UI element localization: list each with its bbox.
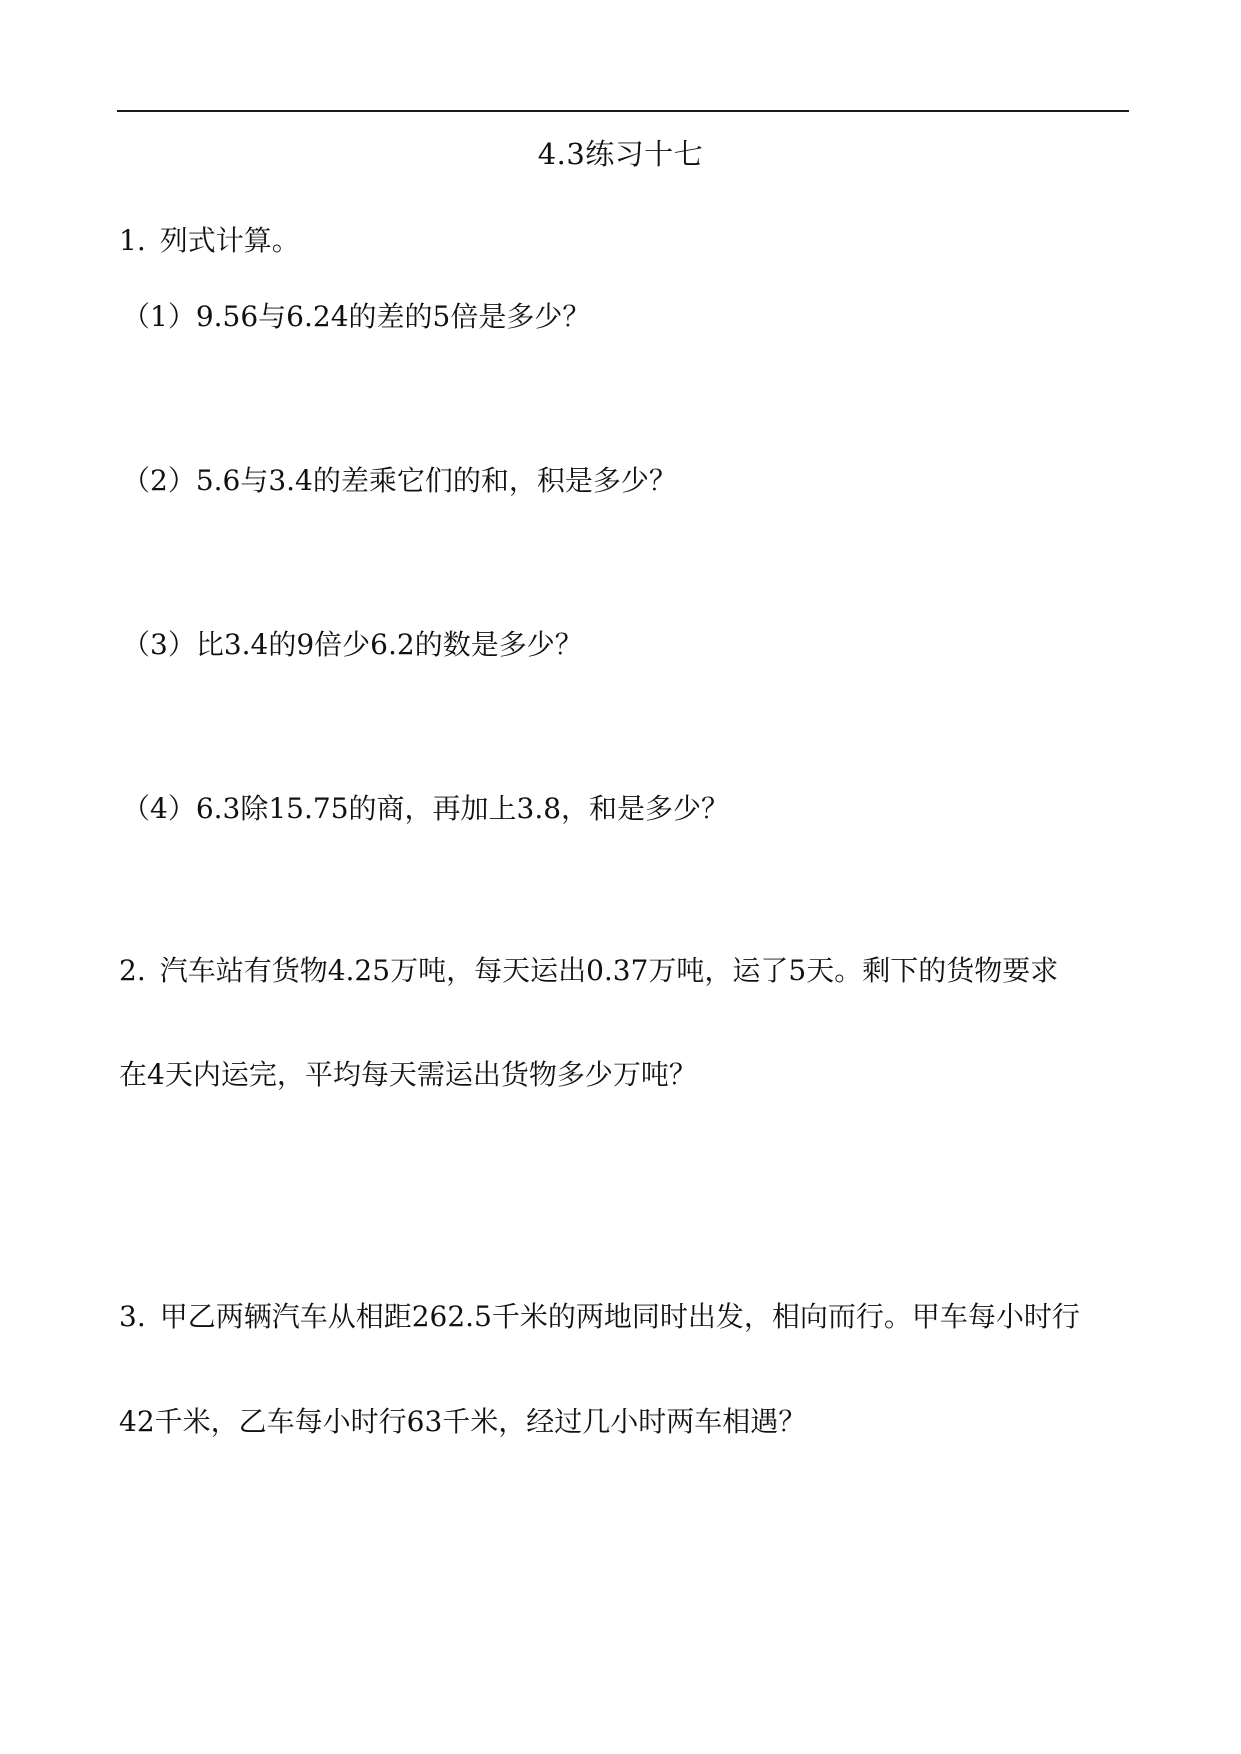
- question-1-2: （2）5.6与3.4的差乘它们的和，积是多少？: [122, 464, 677, 497]
- section-1-heading: 列式计算。: [159, 224, 300, 257]
- section-1-heading-line: [119, 221, 300, 261]
- header-rule: [117, 110, 1129, 112]
- section-1-number: 1.: [119, 224, 146, 257]
- section-3-number: 3.: [119, 1300, 146, 1333]
- question-1-3: （3）比3.4的9倍少6.2的数是多少？: [122, 628, 583, 661]
- section-2-text-1: 汽车站有货物4.25万吨，每天运出0.37万吨，运了5天。剩下的货物要求: [159, 954, 1059, 987]
- question-1-1: （1）9.56与6.24的差的5倍是多少？: [122, 300, 591, 333]
- section-2-number: 2.: [119, 954, 146, 987]
- section-3-line-1: [119, 1297, 1080, 1337]
- section-3-text-1: 甲乙两辆汽车从相距262.5千米的两地同时出发，相向而行。甲车每小时行: [159, 1300, 1080, 1333]
- question-1-4: （4）6.3除15.75的商，再加上3.8，和是多少？: [122, 792, 730, 825]
- section-3-text-2: 42千米，乙车每小时行63千米，经过几小时两车相遇？: [119, 1405, 807, 1438]
- section-2-line-1: [119, 951, 1058, 991]
- page-title: 4.3练习十七: [537, 137, 704, 171]
- section-2-text-2: 在4天内运完，平均每天需运出货物多少万吨？: [119, 1058, 697, 1091]
